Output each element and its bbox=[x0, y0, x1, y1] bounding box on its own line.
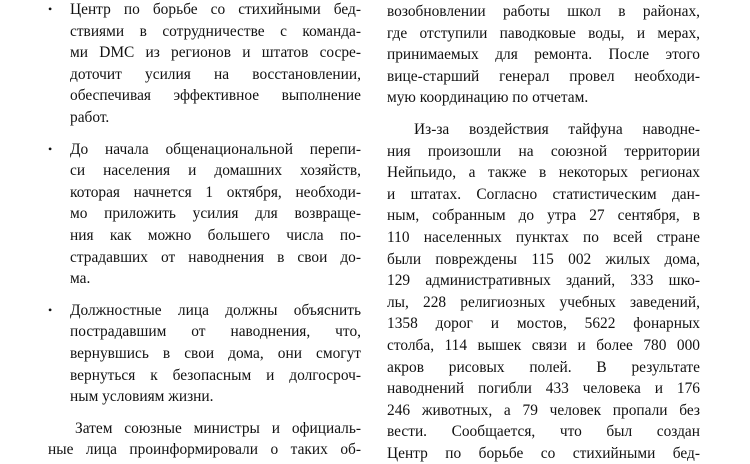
text-line: столба, 114 вышек связи и более 780 000 bbox=[387, 336, 700, 354]
text-line: наводнений погибли 433 человека и 176 bbox=[387, 380, 700, 398]
text-line: вице-старший генерал провел необходи- bbox=[387, 67, 700, 85]
text-line: ные лица проинформировали о таких об- bbox=[48, 441, 361, 459]
text-line: 110 населенных пунктах по всей стране bbox=[387, 228, 700, 246]
right-column bbox=[387, 0, 700, 464]
text-line: Центр по борьбе со стихийными бед- bbox=[70, 1, 361, 18]
text-line: обеспечивая эффективное выполнение bbox=[70, 87, 361, 105]
paragraph-continued bbox=[387, 1, 700, 109]
text-line: ным условиям жизни. bbox=[70, 388, 214, 406]
text-line: 1358 дорог и мостов, 5622 фонарных bbox=[387, 315, 700, 333]
text-line: Затем союзные министры и официаль- bbox=[75, 419, 361, 437]
text-line: 129 административных зданий, 333 шко- bbox=[387, 272, 700, 290]
paragraph bbox=[387, 119, 700, 464]
bullet-icon: • bbox=[48, 2, 53, 16]
text-line: До начала общенациональной перепи- bbox=[70, 140, 361, 158]
text-line: мую координацию по отчетам. bbox=[387, 89, 589, 107]
text-line: Центр по борьбе со стихийными бед- bbox=[387, 444, 700, 462]
text-line: 246 животных, а 79 человек пропали без bbox=[387, 401, 700, 419]
text-line: где отступили паводковые воды, и мерах, bbox=[387, 24, 700, 42]
text-line: акров рисовых полей. В результате bbox=[387, 358, 700, 376]
text-line: принимаемых для ремонта. После этого bbox=[387, 46, 700, 64]
paragraph bbox=[48, 418, 361, 461]
text-line: вернуться к безопасным и долгосроч- bbox=[70, 366, 361, 384]
text-line: ма. bbox=[70, 270, 91, 288]
text-line: Должностные лица должны объяснить bbox=[70, 301, 361, 319]
text-line: Нейпьидо, а также в некоторых регионах bbox=[387, 164, 700, 182]
text-line: ным, собранным до утра 27 сентября, в bbox=[387, 207, 700, 225]
text-line: ми DMC из регионов и штатов сосре- bbox=[70, 44, 361, 62]
left-column bbox=[48, 0, 361, 461]
bullet-item bbox=[48, 0, 361, 129]
bullet-icon: • bbox=[48, 141, 53, 156]
text-line: ствиями в сотрудничестве с команда- bbox=[70, 22, 361, 40]
bullet-item bbox=[48, 300, 361, 408]
text-line: и штатах. Согласно статистическим дан- bbox=[387, 185, 700, 203]
text-line: вести. Сообщается, что был создан bbox=[387, 423, 700, 441]
text-line: Из-за воздействия тайфуна наводне- bbox=[414, 120, 700, 138]
text-line: работ. bbox=[70, 108, 110, 126]
text-line: ния произошли на союзной территории bbox=[387, 142, 700, 160]
text-line: были повреждены 115 002 жилых дома, bbox=[387, 250, 700, 268]
bullet-icon: • bbox=[48, 302, 53, 317]
text-line: доточит усилия на восстановлении, bbox=[70, 65, 361, 83]
text-line: лы, 228 религиозных учебных заведений, bbox=[387, 293, 700, 311]
text-line: мо приложить усилия для возвраще- bbox=[70, 205, 361, 223]
text-line: возобновлении работы школ в районах, bbox=[387, 3, 700, 20]
bullet-item bbox=[48, 139, 361, 290]
text-line: вернувшись в свои дома, они смогут bbox=[70, 344, 361, 362]
text-line: си населения и домашних хозяйств, bbox=[70, 162, 361, 180]
text-line: ния как можно большего числа по- bbox=[70, 226, 361, 244]
text-line: пострадавшим от наводнения, что, bbox=[70, 323, 361, 341]
text-line: которая начнется 1 октября, необходи- bbox=[70, 183, 361, 201]
text-line: страдавших от наводнения в свои до- bbox=[70, 248, 361, 266]
